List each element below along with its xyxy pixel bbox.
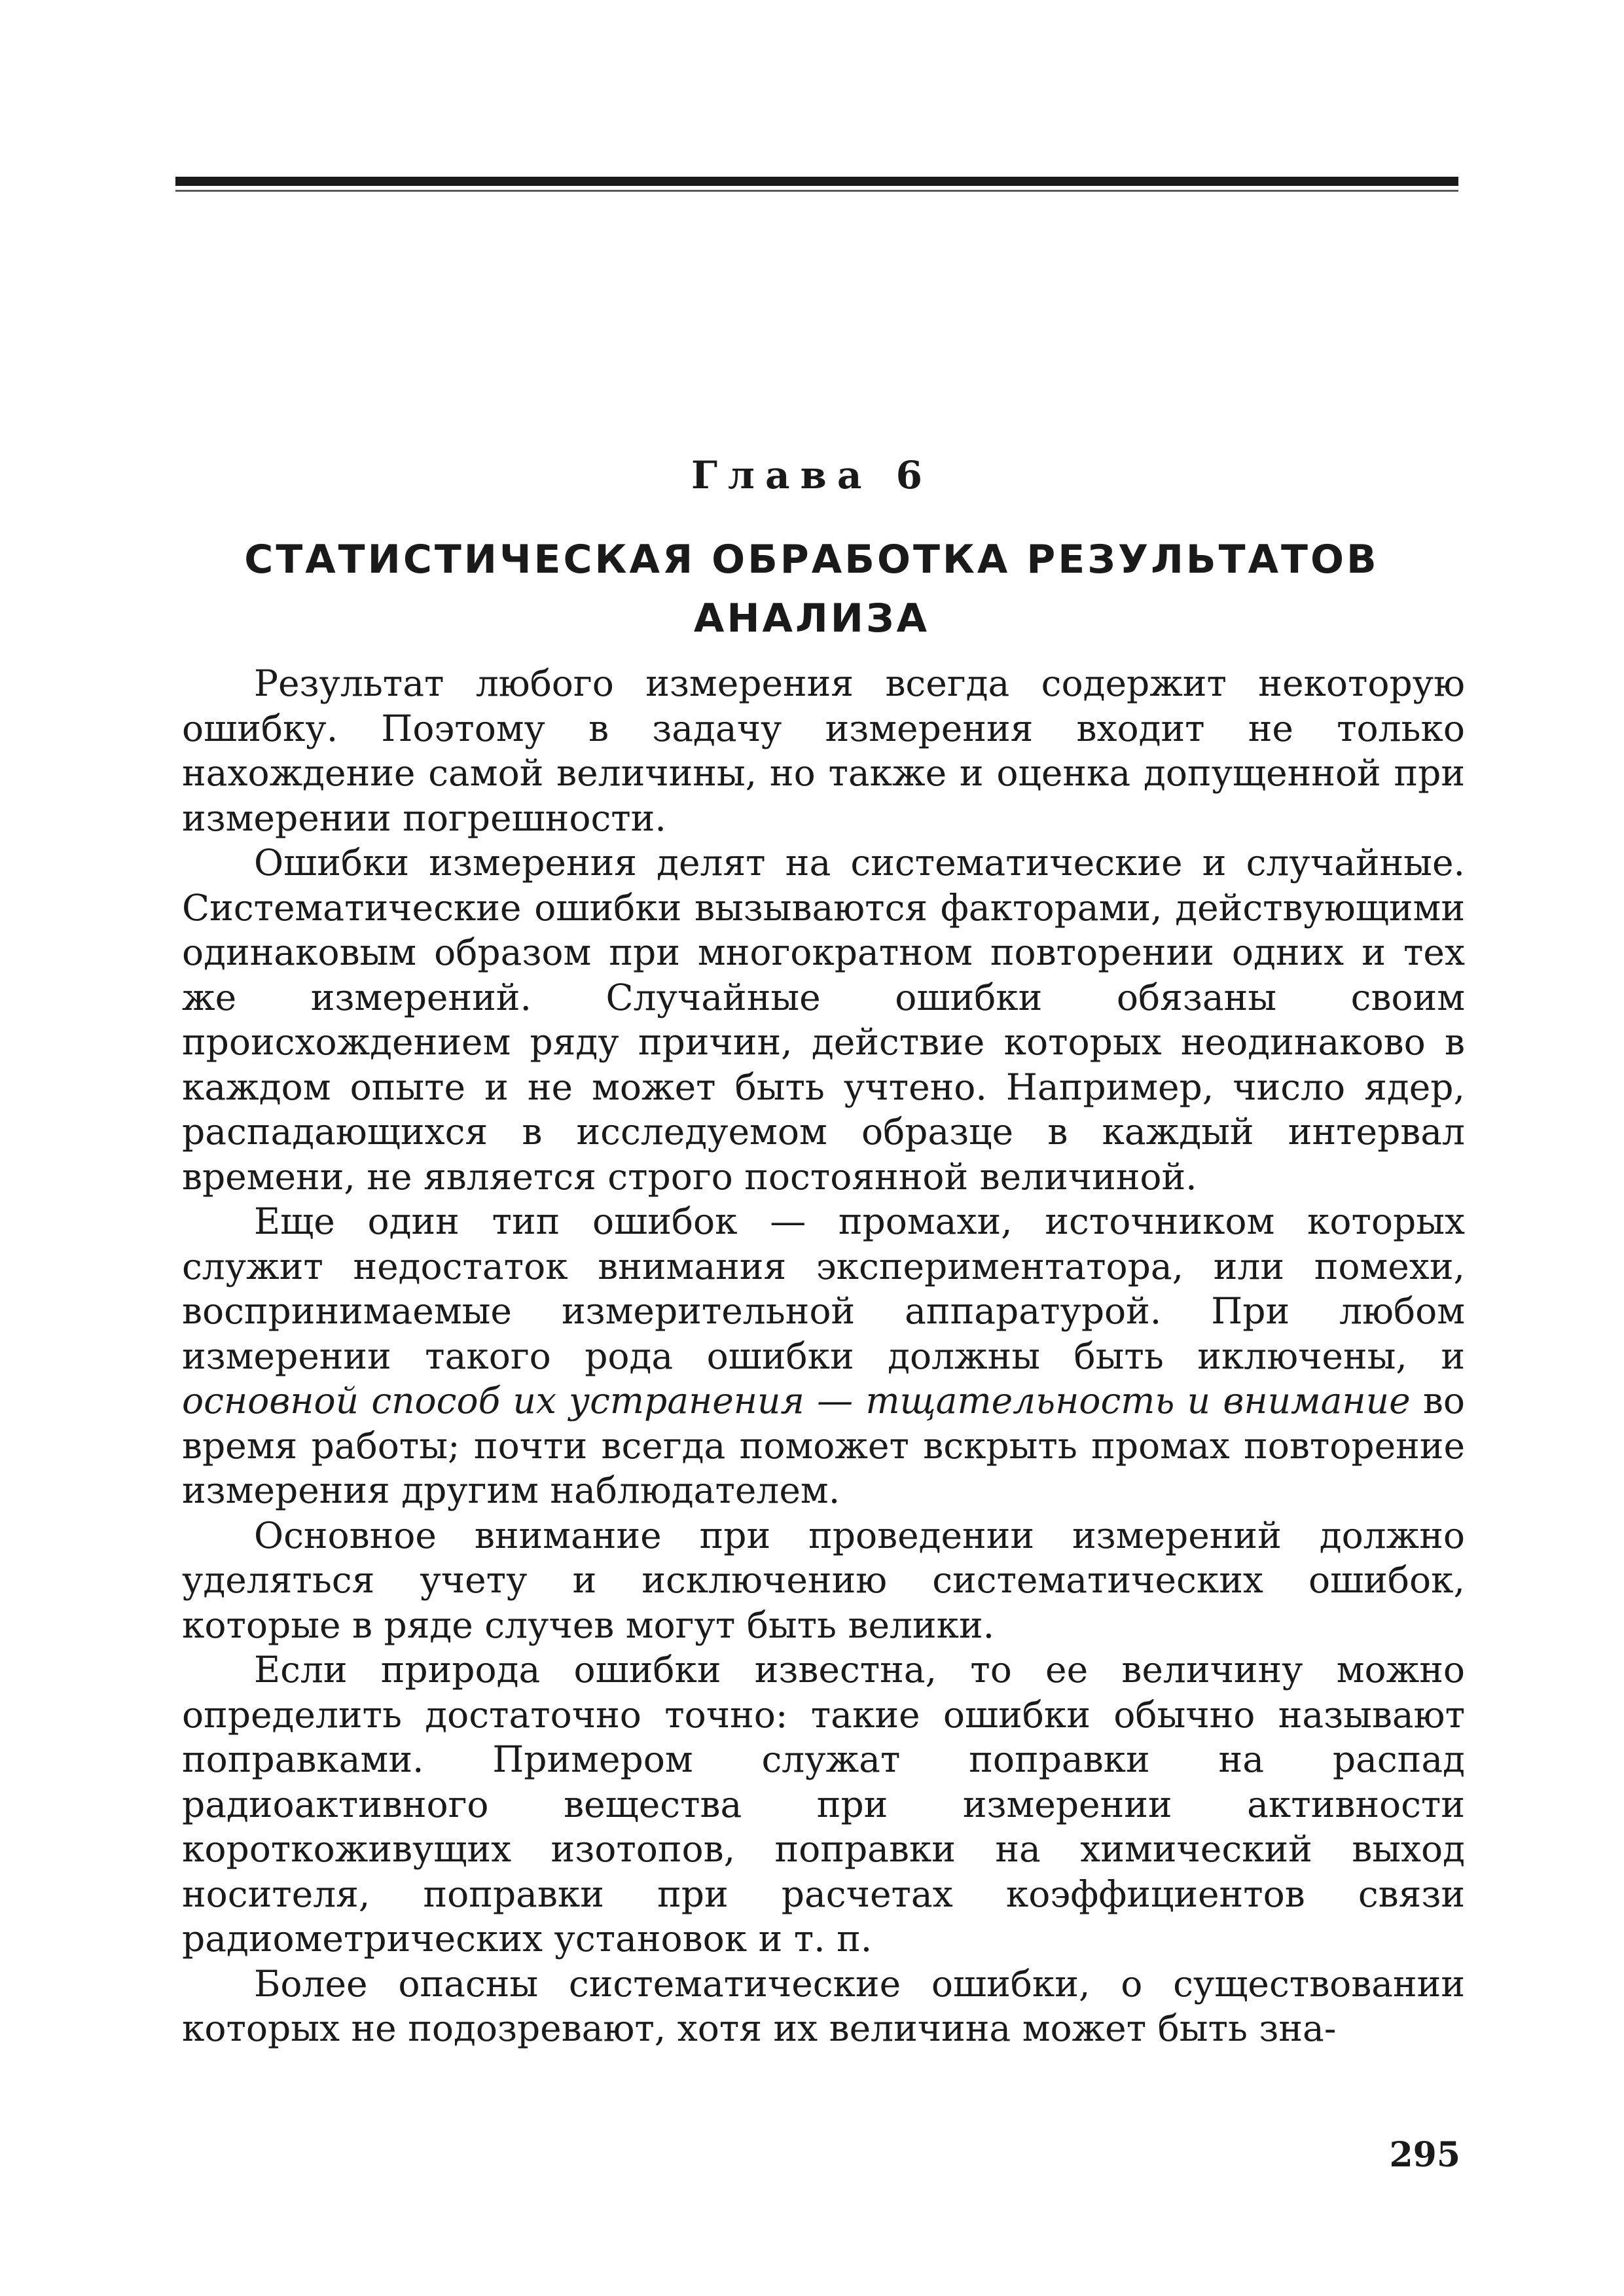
paragraph: Если природа ошибки известна, то ее величину можно определить достаточно точно: такие ошибки обычно называют поправками. Примером служат поправки на распад радиоактивного вещества при измерении активности короткоживущих изотопов, поправки на химический выход носителя, поправки при расчетах коэффициентов связи радиометрических установок и т. п. (182, 1649, 1465, 1960)
paragraph-text: Еще один тип ошибок — промахи, источником которых служит недостаток внимания экспериментатора, или помехи, воспринимаемые измерительной аппаратурой. При любом измерении такого рода ошибки должны быть иключены, и (182, 1200, 1465, 1377)
header-rule (175, 177, 1458, 186)
page-number: 295 (1389, 2135, 1460, 2175)
paragraph: Основное внимание при проведении измерений должно уделяться учету и исключению систематических ошибок, которые в ряде случев могут быть велики. (182, 1514, 1465, 1646)
paragraph (182, 1199, 1465, 1513)
chapter-title: СТАТИСТИЧЕСКАЯ ОБРАБОТКА РЕЗУЛЬТАТОВ АНАЛИЗА (244, 537, 1379, 641)
paragraph: Результат любого измерения всегда содержит некоторую ошибку. Поэтому в задачу измерения входит не только нахождение самой величины, но также и оценка допущенной при измерении погрешности. (182, 662, 1465, 839)
header-rule-thin (175, 190, 1458, 192)
body-text (182, 661, 1465, 2051)
paragraph: Ошибки измерения делят на систематические и случайные. Систематические ошибки вызываются факторами, действующими одинаковым образом при многократном повторении одних и тех же измерений. Случайные ошибки обязаны своим происхождением ряду причин, действие которых неодинаково в каждом опыте и не может быть учтено. Например, число ядер, распадающихся в исследуемом образце в каждый интервал времени, не является строго постоянной величиной. (182, 842, 1465, 1198)
paragraph: Более опасны систематические ошибки, о существовании которых не подозревают, хотя их величина может быть зна- (182, 1962, 1465, 2049)
chapter-label: Глава 6 (691, 453, 933, 497)
paragraph-text: во время работы; почти всегда поможет вскрыть промах повторение измерения другим наблюдателем. (182, 1380, 1465, 1511)
emphasized-text: основной способ их устранения — тщательность и внимание (182, 1380, 1411, 1422)
